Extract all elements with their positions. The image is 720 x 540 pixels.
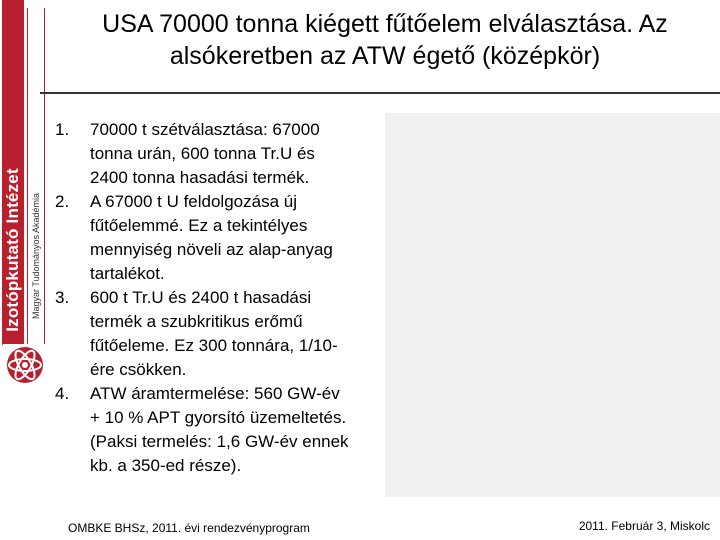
item-line: + 10 % APT gyorsító üzemeltetés. — [90, 408, 347, 427]
item-line: tonna urán, 600 tonna Tr.U és — [90, 144, 315, 163]
list-item — [50, 118, 380, 190]
item-line: fűtőeleme. Ez 300 tonnára, 1/10- — [90, 336, 338, 355]
list-item — [50, 190, 380, 286]
list-item — [50, 286, 380, 382]
numbered-list — [50, 118, 380, 478]
footer-date: 2011. Február 3, Miskolc — [578, 519, 710, 533]
item-line: fűtőelemmé. Ez a tekintélyes — [90, 216, 308, 235]
academy-name: Magyar Tudományos Akadémia — [31, 192, 41, 320]
item-line: termék a szubkritikus erőmű — [90, 312, 303, 331]
slide-title — [50, 8, 720, 72]
footer-event: OMBKE BHSz, 2011. évi rendezvényprogram — [68, 521, 310, 535]
image-placeholder — [385, 113, 720, 497]
list-number: 4. — [55, 384, 70, 403]
item-line: 2400 tonna hasadási termék. — [90, 168, 310, 187]
list-item — [50, 382, 380, 478]
item-line: ére csökken. — [90, 360, 187, 379]
title-divider — [40, 92, 720, 94]
institute-sidebar — [0, 0, 48, 388]
list-number: 3. — [55, 288, 70, 307]
item-line: (Paksi termelés: 1,6 GW-év ennek — [90, 432, 349, 451]
item-line: kb. a 350-ed része). — [90, 456, 242, 475]
item-line: 600 t Tr.U és 2400 t hasadási — [90, 288, 312, 307]
atom-logo-icon — [3, 344, 47, 386]
item-line: 70000 t szétválasztása: 67000 — [90, 120, 320, 139]
title-line: alsókeretben az ATW égető (középkör) — [169, 42, 601, 70]
list-number: 1. — [55, 120, 70, 139]
item-line: mennyiség növeli az alap-anyag — [90, 240, 333, 259]
item-line: A 67000 t U feldolgozása új — [90, 192, 297, 211]
item-line: ATW áramtermelése: 560 GW-év — [90, 384, 340, 403]
item-line: tartalékot. — [90, 264, 165, 283]
institute-name: Izotópkutató Intézet — [3, 168, 22, 332]
title-line: USA 70000 tonna kiégett fűtőelem elválasztása. Az — [102, 10, 668, 38]
list-number: 2. — [55, 192, 70, 211]
